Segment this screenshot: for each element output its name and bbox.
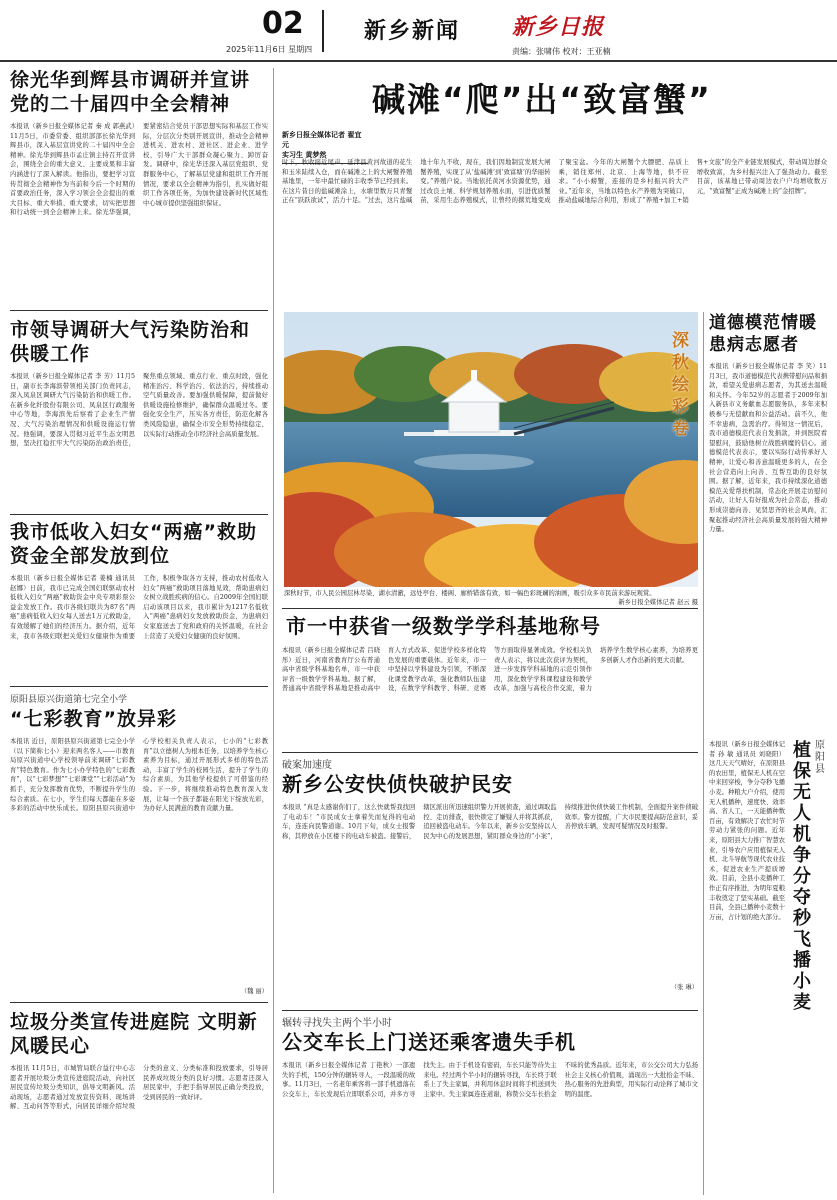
article-body: 本报讯（新乡日报全媒体记者 吕晓彤）近日，河南省教育厅公布普通高中省级学科基地名单，市一中获评省一级数学学科基地。据了解，普通高中省级学科基地是推动高中育人方式改革、促进学校多样化特色发展的重要载体。近年来，市一中坚持以学科建设为引领，不断深化课堂教学改革，强化教师队伍建设，在数学学科教学、科研、竞赛等方面取得显著成效。学校相关负责人表示，将以此次获评为契机，进一步发挥学科基地的示范引领作用，深化数学学科课程建设和教学改革，加强与高校合作交流，着力培养学生数学核心素养，为培养更多创新人才作出新的更大贡献。 xyxy=(282,647,698,693)
overline: 原阳县原兴街道第七完全小学 xyxy=(10,695,128,705)
park-photo xyxy=(284,312,698,587)
article-body: 本报讯（新乡日报全媒体记者 孙 敏 通讯员 刘晓阳）这几天天气晴好，在原阳县的农田里，植保无人机在空中来回穿梭，争分夺秒飞播小麦。种粮大户介绍，使用无人机播种，速度快、效率高、省人工，一天能播种数百亩，有效解决了农忙时节劳动力紧张的问题。近年来，原阳县大力推广智慧农业，引导农户应用植保无人机、北斗导航等现代农业技术，促进农业生产提质增效。目前，全县小麦播种工作正有序推进，为明年夏粮丰收奠定了坚实基础。截至目前，全县已播种小麦数十万亩，占计划的绝大部分。 xyxy=(709,741,785,921)
article-air-pollution xyxy=(10,318,268,538)
headline: 市一中获省一级数学学科基地称号 xyxy=(286,614,601,638)
headline: 公交车长上门送还乘客遗失手机 xyxy=(282,1030,576,1054)
article-author: （魏 丽） xyxy=(240,988,268,995)
article-body: 本报讯（新乡日报全媒体记者 李 芳）11月5日，副市长李海滨带领相关部门负责同志，深入凤泉区调研大气污染防治和供暖工作。在新乡化纤股份有限公司、凤泉区行政服务中心等地，李海滨先后察看了企业生产情况、大气污染治理情况和供暖设施运行情况。他强调，要深入贯彻习近平生态文明思想，坚决扛稳扛牢大气污染防治政治责任，聚焦重点领域、重点行业、重点时段，强化精准治污、科学治污、依法治污，持续推动空气质量改善。要加强供暖保障，提前做好供暖设施检修维护，确保群众温暖过冬。要强化安全生产，压实各方责任，防范化解各类风险隐患，确保全市安全形势持续稳定，以实际行动推动全市经济社会高质量发展。 xyxy=(10,373,268,448)
article-colorful-education xyxy=(10,692,268,997)
divider xyxy=(10,514,268,515)
headline: 市领导调研大气污染防治和供暖工作 xyxy=(10,319,251,365)
overline: 破案加速度 xyxy=(282,760,332,771)
article-bus-phone xyxy=(282,1014,698,1193)
photo-caption-box xyxy=(284,589,698,607)
article-moral-models xyxy=(709,312,827,752)
column-divider xyxy=(703,740,704,1195)
headline: 植保无人机争分夺秒飞播小麦 xyxy=(793,740,812,1013)
photo-caption: 深秋时节，市人民公园层林尽染、湖水清澈，远处亭台、楼阁、廊桥错落有致，如一幅色彩斑斓的油画，吸引众多市民前来游玩观赏。 xyxy=(284,590,656,597)
photo-credit: 新乡日报全媒体记者 赵云 摄 xyxy=(618,599,698,606)
article-body: 本报讯 “真是太感谢你们了，这么快就帮我找回了电动车！”市民成女士拿着失而复得的电动车，连连向民警道谢。10月下旬，成女士报警称，其停放在小区楼下的电动车被盗。接警后，辖区派出所迅速组织警力开展侦查，通过调取监控、走访排查，很快锁定了嫌疑人并将其抓获，追回被盗电动车。今年以来，新乡公安坚持以人民为中心的发展思想，紧盯群众身边的“小案”，持续推进快侦快破工作机制，全面提升案件侦破效率。警方提醒，广大市民要提高防范意识，妥善停放车辆，发现可疑情况及时报警。 xyxy=(282,804,698,840)
article-body: 本报讯（新乡日报全媒体记者 姜楠 通讯员 赵娜）日前，我市已完成全国妇联驱动农村低收入妇女“两癌”救助资金中央专项彩票公益金发放工作。我市各级妇联共为87名“两癌”患病低收入妇女每人送去1万元救助金，有效缓解了她们的经济压力。据介绍，近年来，我市各级妇联把关爱妇女健康作为重要工作，积极争取各方支持，推动农村低收入妇女“两癌”救助项目落地见效，帮助患病妇女树立战胜疾病的信心。自2009年全国妇联启动该项目以来，我市累计为1217名低收入“两癌”患病妇女发放救助资金，为患病妇女家庭送去了党和政府的关怀温暖，在社会上营造了关爱妇女健康的良好氛围。 xyxy=(10,575,268,640)
masthead xyxy=(0,0,837,62)
article-author: （张 琳） xyxy=(670,984,698,991)
photo-overlay-title: 深秋绘彩卷 xyxy=(672,331,689,439)
divider xyxy=(10,686,268,687)
masthead-divider xyxy=(322,10,324,52)
page-number: 02 xyxy=(262,6,304,41)
headline: 垃圾分类宣传进庭院 文明新风暖民心 xyxy=(10,1011,258,1057)
headline: 我市低收入妇女“两癌”救助资金全部发放到位 xyxy=(10,521,257,567)
byline-reporter: 新乡日报全媒体记者 翟宜元 xyxy=(282,131,362,149)
article-saline-crab xyxy=(282,130,827,306)
article-body: 本报讯（新乡日报全媒体记者 丁艳秋）一部遗失的手机，150分钟的辗转寻人，一段温暖的故事。11月3日，一名老年乘客将一部手机遗落在公交车上，车长发现后立即联系公司，并多方寻找失主。由于手机设有密码，车长只能等待失主来电。经过两个半小时的辗转寻找，车长终于联系上了失主家属，并利用休息时间将手机送到失主家中。失主家属连连道谢，称赞公交车长拾金不昧的优秀品质。近年来，市公交公司大力弘扬社会主义核心价值观，涌现出一大批拾金不昧、热心服务的先进典型，用实际行动诠释了城市文明的温度。 xyxy=(282,1062,698,1098)
article-police xyxy=(282,756,698,993)
divider xyxy=(282,1010,698,1011)
article-two-cancer-aid xyxy=(10,520,268,704)
editor-credits: 责编：张啸伟 校对：王亚楠 xyxy=(512,47,611,56)
article-garbage-sorting xyxy=(10,1010,268,1194)
divider xyxy=(282,752,698,753)
article-body: 本报讯 11月5日，市城管局联合益行中心志愿者开展垃圾分类宣传进庭院活动，向社区居民宣传垃圾分类知识，倡导文明新风。活动现场，志愿者通过发放宣传资料、现场讲解、互动问答等形式，向居民详细介绍垃圾分类的意义、分类标准和投放要求，引导居民养成垃圾分类的良好习惯。志愿者还深入居民家中，手把手指导居民正确分类投放，受到居民的一致好评。 xyxy=(10,1065,268,1111)
article-math-base xyxy=(282,612,698,748)
divider xyxy=(282,608,698,609)
masthead-rule xyxy=(0,60,837,62)
divider xyxy=(10,310,268,311)
headline: 道德模范情暖患病志愿者 xyxy=(709,313,817,355)
page-date: 2025年11月6日 星期四 xyxy=(226,45,313,54)
headline: “七彩教育”放异彩 xyxy=(10,708,177,730)
article-body: 时下，秋收接近尾声。延津县黄河故道的花生和玉米陆续入仓，而在碱滩之上的大闸蟹养殖基地里，一年中最忙碌的丰收季节已经到来。在这片昔日的盐碱滩涂上，水塘里数万只青蟹正在“跃跃欲试”，活力十足。“过去，这片盐碱地十年九不收，现在，我们因地制宜发展大闸蟹养殖，实现了从‘盐碱滩’到‘致富塘’的华丽转变。”养殖户说。当地依托黄河水资源优势，通过改良土壤、科学规划养殖水面，引进优质蟹苗，采用生态养殖模式，让曾经的撂荒地变成了聚宝盆。今年的大闸蟹个大膘肥、品质上乘，销往郑州、北京、上海等地，供不应求。“小小螃蟹，连接的是乡村振兴的大产业。”近年来，当地以特色水产养殖为突破口，推动盐碱地综合利用，形成了“养殖+加工+销售+文旅”的全产业链发展模式，带动周边群众增收致富，为乡村振兴注入了强劲动力。截至目前，该基地已带动周边农户户均增收数万元，“致富蟹”正成为碱滩上的“金招牌”。 xyxy=(282,159,827,205)
article-body: 本报讯 近日，原阳县原兴街道第七完全小学（以下简称七小）迎来两名客人——市教育局原兴街道中心学校领导前来调研“七彩教育”特色教育。作为七小办学特色的“七彩教育”，以“七彩梦想”“七彩课堂”“七彩活动”为抓手，充分发挥教育优势，不断提升学生的综合素质。在七小，学生们每天都能在多姿多彩的活动中快乐成长。原阳县原兴街道中心学校相关负责人表示，七小的“七彩教育”以立德树人为根本任务，以培养学生核心素养为目标，通过开展形式多样的特色活动，丰富了学生的校园生活，提升了学生的综合素质，为其他学校提供了可借鉴的经验。下一步，将继续推动特色教育深入发展，让每一个孩子都能在阳光下绽放光彩，为办好人民满意的教育贡献力量。 xyxy=(10,738,268,813)
column-divider xyxy=(273,68,274,1193)
divider xyxy=(10,1002,268,1003)
article-body: 本报讯（新乡日报全媒体记者 李 笑）11月3日，我市道德模范代表携带慰问品和捐款，看望关爱患病志愿者，为其送去温暖和关怀。今年52岁的志愿者于2009年加入新县市义务献血志愿服务队，多年来积极参与无偿献血和公益活动。前不久，他不幸患病，急需治疗。得知这一情况后，我市道德模范代表自发捐款，并到医院看望慰问，鼓励他树立战胜病魔的信心。道德模范代表表示，要以实际行动传承好人精神，让爱心和善意温暖更多的人，在全社会营造向上向善、互帮互助的良好氛围。据了解，近年来，我市持续深化道德模范关爱帮扶机制，常态化开展走访慰问活动，让好人有好报成为社会常态，推动形成崇德向善、见贤思齐的社会风尚，汇聚起推动经济社会高质量发展的强大精神力量。 xyxy=(709,363,827,534)
overline: 辗转寻找失主两个半小时 xyxy=(282,1018,392,1029)
overline: 原阳县 xyxy=(815,740,825,775)
photo-illustration xyxy=(284,312,698,587)
newspaper-logo: 新乡日报 xyxy=(512,14,605,40)
byline-intern: 实习生 黄梦然 xyxy=(282,151,327,159)
lead-headline: 碱滩“爬”出“致富蟹” xyxy=(372,80,712,119)
section-title: 新乡新闻 xyxy=(364,19,461,44)
article-drone-sowing xyxy=(709,740,827,1195)
headline: 徐光华到辉县市调研并宣讲党的二十届四中全会精神 xyxy=(10,69,251,115)
article-body: 本报讯（新乡日报全媒体记者 秦 成 郭燕武）11月5日，市委常委、组织部部长徐光华到辉县市，深入基层宣讲党的二十届四中全会精神。徐光华到辉县市孟庄镇主持召开宣讲会，围绕全会的重大意义、主要成果和丰富内涵进行了深入解读。他指出，要把学习宣传贯彻全会精神作为当前和今后一个时期的首要政治任务，深入学习领会全会提出的重大目标、重大举措、重大要求，切实把思想和行动统一到全会精神上来。徐光华强调，要紧密结合党员干部思想实际和基层工作实际，分层次分类别开展宣讲，推动全会精神进机关、进农村、进社区、进企业、进学校，引导广大干部群众凝心聚力、踔厉奋发。调研中，徐光华还深入基层党组织、党群服务中心，了解基层党建和组织工作开展情况，要求以全会精神为指引，扎实做好组织工作各项任务，为加快建设新时代区域性中心城市提供坚强组织保证。 xyxy=(10,123,268,217)
headline: 新乡公安快侦快破护民安 xyxy=(282,772,513,796)
article-xu-guanghua xyxy=(10,68,268,302)
